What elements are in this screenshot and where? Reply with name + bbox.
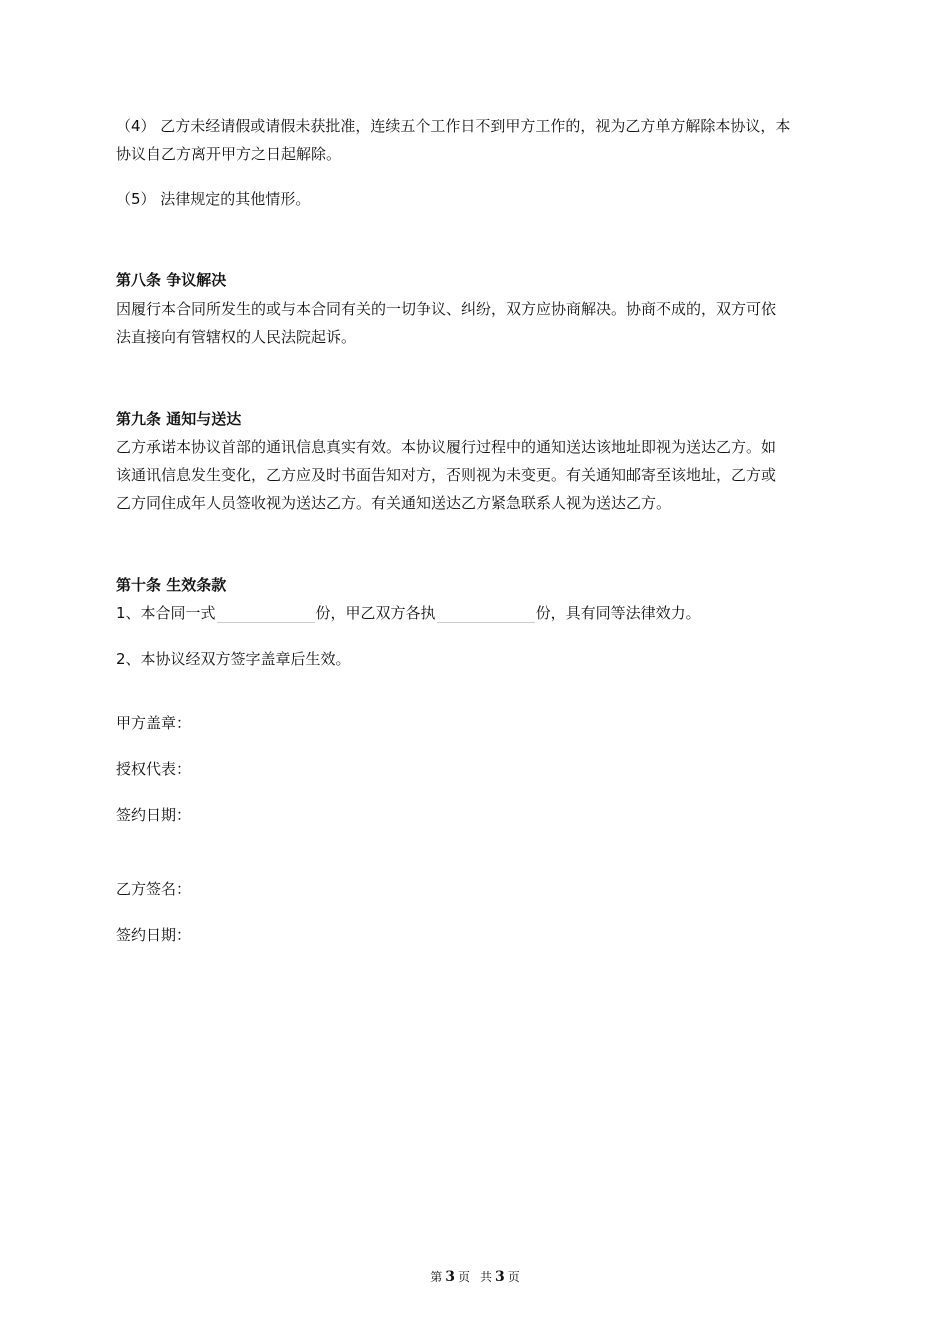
art10-heading: 第十条 生效条款: [116, 576, 227, 594]
art8-line2: 法直接向有管辖权的人民法院起诉。: [116, 328, 357, 346]
footer-prefix: 第: [430, 1270, 443, 1284]
art9-heading: 第九条 通知与送达: [116, 410, 242, 428]
art8-heading: 第八条 争议解决: [116, 271, 227, 289]
copies-total-blank[interactable]: [217, 605, 315, 623]
footer-total-pages: 3: [495, 1269, 505, 1285]
art10-item2: 2、本协议经双方签字盖章后生效。: [116, 650, 351, 668]
art10-item1-part1: 1、本合同一式: [116, 604, 216, 622]
art9-line1: 乙方承诺本协议首部的通讯信息真实有效。本协议履行过程中的通知送达该地址即视为送达乙方。如: [116, 438, 777, 456]
footer-total-prefix: 共: [480, 1270, 493, 1284]
art10-item1-part3: 份，具有同等法律效力。: [535, 604, 701, 622]
footer-page-word: 页: [457, 1270, 470, 1284]
authorized-rep-label: 授权代表：: [116, 760, 192, 778]
footer-current-page: 3: [445, 1269, 455, 1285]
party-a-seal-label: 甲方盖章：: [116, 714, 192, 732]
art7-item4-line2: 协议自乙方离开甲方之日起解除。: [116, 145, 342, 163]
copies-each-blank[interactable]: [437, 605, 535, 623]
party-b-date-label: 签约日期：: [116, 926, 192, 944]
page-footer: [0, 1268, 950, 1286]
art9-line3: 乙方同住成年人员签收视为送达乙方。有关通知送达乙方紧急联系人视为送达乙方。: [116, 494, 672, 512]
party-b-sign-label: 乙方签名：: [116, 880, 192, 898]
art8-line1: 因履行本合同所发生的或与本合同有关的一切争议、纠纷，双方应协商解决。协商不成的，双方可依: [116, 300, 777, 318]
art10-item1-part2: 份，甲乙双方各执: [315, 604, 436, 622]
party-a-date-label: 签约日期：: [116, 806, 192, 824]
art7-item4-line1: （4） 乙方未经请假或请假未获批准，连续五个工作日不到甲方工作的，视为乙方单方解除本协议，本: [116, 117, 791, 135]
art10-item1: [116, 603, 701, 623]
footer-total-suffix: 页: [507, 1270, 520, 1284]
art7-item5: （5） 法律规定的其他情形。: [116, 190, 311, 208]
art9-line2: 该通讯信息发生变化，乙方应及时书面告知对方，否则视为未变更。有关通知邮寄至该地址，乙方或: [116, 466, 777, 484]
